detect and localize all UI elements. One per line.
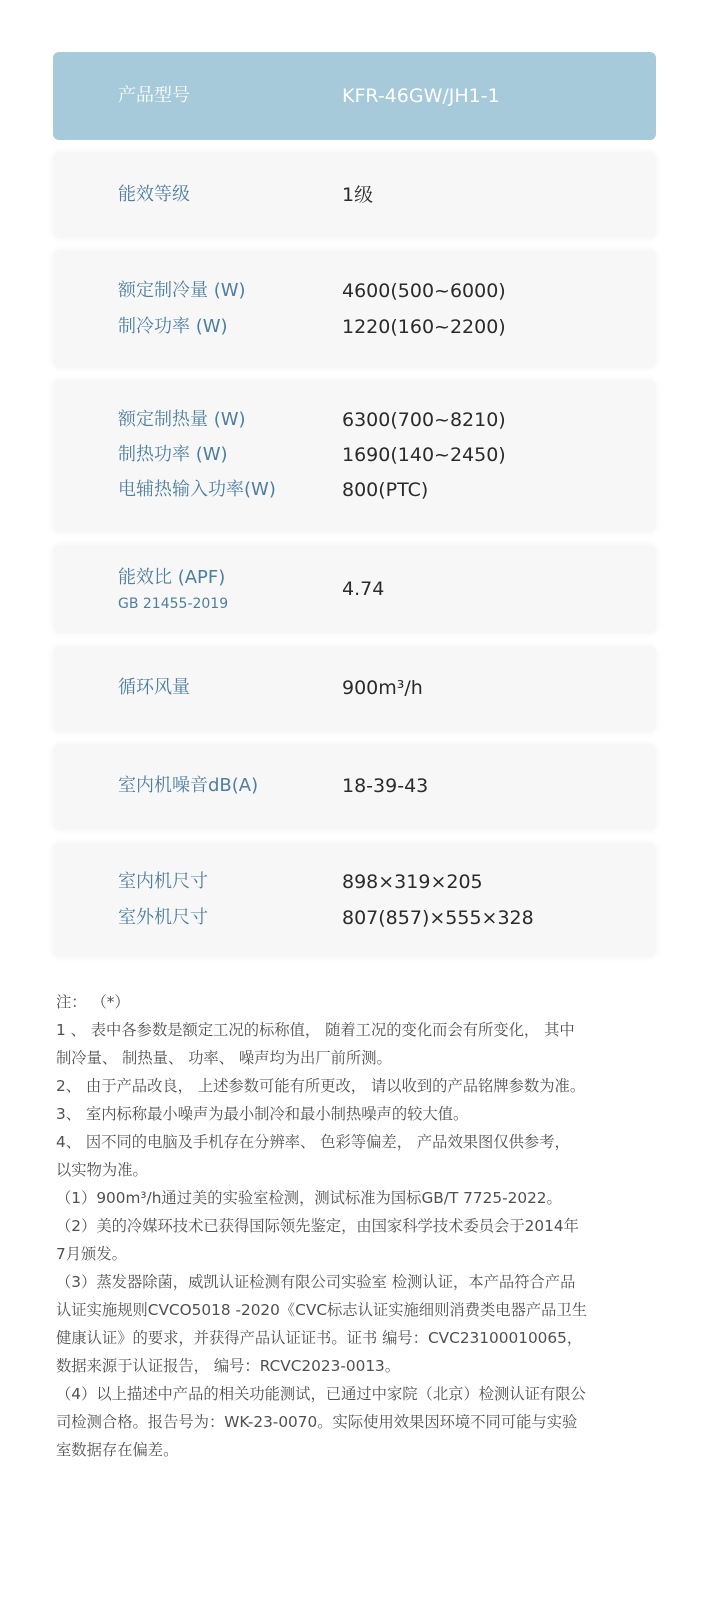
- spec-value: 4.74: [342, 578, 385, 600]
- spec-value: 900m³/h: [342, 677, 423, 699]
- spec-label: 额定制冷量 (W): [118, 280, 246, 301]
- spec-row: [53, 902, 656, 934]
- spec-value: 898×319×205: [342, 871, 483, 893]
- note-line: 以实物为准。: [56, 1161, 148, 1179]
- spec-label: 能效比 (APF): [118, 567, 226, 588]
- spec-label: 电辅热输入功率(W): [118, 479, 276, 500]
- spec-value: 1220(160~2200): [342, 316, 506, 338]
- spec-label: 额定制热量 (W): [118, 409, 246, 430]
- spec-value: 6300(700~8210): [342, 409, 506, 431]
- spec-label: 室外机尺寸: [118, 907, 208, 928]
- spec-label: 制冷功率 (W): [118, 316, 228, 337]
- spec-row: [53, 80, 656, 112]
- note-line: 司检测合格。报告号为：WK-23-0070。实际使用效果因环境不同可能与实验: [56, 1413, 578, 1431]
- note-line: 7月颁发。: [56, 1245, 127, 1263]
- noise-card: [53, 744, 656, 830]
- spec-value: 18-39-43: [342, 775, 429, 797]
- cooling-card: [53, 250, 656, 368]
- spec-label: 循环风量: [118, 677, 190, 698]
- spec-value: 800(PTC): [342, 479, 429, 501]
- spec-row: [53, 179, 656, 211]
- spec-row: [53, 275, 656, 307]
- note-line: 制冷量、 制热量、 功率、 噪声均为出厂前所测。: [56, 1049, 392, 1067]
- spec-value: 1690(140~2450): [342, 444, 506, 466]
- note-line: （4）以上描述中产品的相关功能测试，已通过中家院（北京）检测认证有限公: [56, 1385, 586, 1403]
- note-line: （3）蒸发器除菌，威凯认证检测有限公司实验室 检测认证，本产品符合产品: [56, 1273, 576, 1291]
- note-line: 室数据存在偏差。: [56, 1441, 179, 1459]
- spec-row: [53, 573, 656, 605]
- note-line: 1 、 表中各参数是额定工况的标称值， 随着工况的变化而会有所变化， 其中: [56, 1021, 575, 1039]
- model-card: [53, 52, 656, 140]
- note-line: 认证实施规则CVCO5018 -2020《CVC标志认证实施细则消费类电器产品卫生: [56, 1301, 588, 1319]
- airflow-card: [53, 646, 656, 732]
- spec-row: [53, 439, 656, 471]
- note-line: [56, 1464, 676, 1492]
- spec-label: 制热功率 (W): [118, 444, 228, 465]
- spec-value: 807(857)×555×328: [342, 907, 534, 929]
- note-line: （2）美的冷媒环技术已获得国际领先鉴定，由国家科学技术委员会于2014年: [56, 1217, 579, 1235]
- note-line: 健康认证》的要求，并获得产品认证证书。证书 编号：CVC23100010065，: [56, 1329, 583, 1347]
- energy-grade-card: [53, 152, 656, 238]
- spec-label: 室内机噪音dB(A): [118, 775, 259, 796]
- spec-value: 1级: [342, 184, 374, 206]
- spec-label: 能效等级: [118, 184, 190, 205]
- spec-row: [53, 770, 656, 802]
- notes-section: [56, 988, 676, 1520]
- apf-card: [53, 545, 656, 633]
- spec-row: [53, 311, 656, 343]
- note-line: （1）900m³/h通过美的实验室检测，测试标准为国标GB/T 7725-2022。: [56, 1189, 562, 1207]
- notes-heading: 注： （*）: [56, 993, 130, 1011]
- spec-label: 室内机尺寸: [118, 871, 208, 892]
- note-line: [56, 1492, 676, 1520]
- spec-row: [53, 672, 656, 704]
- spec-row: [53, 866, 656, 898]
- spec-row: [53, 474, 656, 506]
- note-line: 3、 室内标称最小噪声为最小制冷和最小制热噪声的较大值。: [56, 1105, 469, 1123]
- heating-card: [53, 380, 656, 532]
- note-line: 2、 由于产品改良， 上述参数可能有所更改， 请以收到的产品铭牌参数为准。: [56, 1077, 586, 1095]
- spec-value: 4600(500~6000): [342, 280, 506, 302]
- note-line: 4、 因不同的电脑及手机存在分辨率、 色彩等偏差， 产品效果图仅供参考，: [56, 1133, 570, 1151]
- dimensions-card: [53, 843, 656, 957]
- spec-value: KFR-46GW/JH1-1: [342, 85, 500, 107]
- standard-note: GB 21455-2019: [118, 596, 229, 612]
- note-line: 数据来源于认证报告， 编号：RCVC2023-0013。: [56, 1357, 401, 1375]
- spec-row: [53, 404, 656, 436]
- spec-label: 产品型号: [118, 85, 190, 106]
